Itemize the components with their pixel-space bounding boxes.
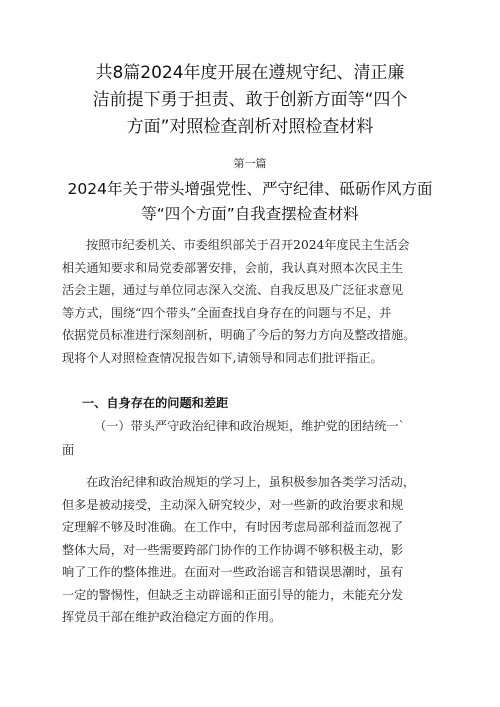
paragraph-line: 挥党员干部在维护政治稳定方面的作用。	[62, 610, 282, 624]
sub-title-line: 等“四个方面”自我查摆检查材料	[141, 205, 359, 223]
body-paragraph	[62, 471, 442, 629]
document-main-title	[0, 60, 500, 141]
paragraph-line: 定理解不够及时准确。在工作中，有时因考虑局部利益而忽视了	[62, 520, 404, 534]
paragraph-line: 相关通知要求和局党委部署安排，会前，我认真对照本次民主生	[62, 260, 404, 275]
paragraph-line: 整体大局，对一些需要跨部门协作的工作协调不够积极主动，影	[62, 542, 404, 557]
paragraph-line: 在政治纪律和政治规矩的学习上，虽积极参加各类学习活动，	[86, 475, 416, 489]
paragraph-line: 按照市纪委机关、市委组织部关于召开2024年度民主生活会	[86, 238, 410, 252]
paragraph-line: 活会主题，通过与单位同志深入交流、自我反思及广泛征求意见	[62, 283, 404, 297]
section-heading: 一、自身存在的问题和差距	[82, 396, 229, 410]
main-title-line: 共8篇2024年度开展在遵规守纪、清正廉	[95, 63, 405, 83]
subheading-line: （一）带头严守政治纪律和政治规矩，维护党的团结统一`	[94, 419, 405, 433]
paragraph-line: 但多是被动接受，主动深入研究较少，对一些新的政治要求和规	[62, 497, 404, 512]
paragraph-line: 响了工作的整体推进。在面对一些政治谣言和错误思潮时，虽有	[62, 565, 404, 579]
main-title-line: 方面”对照检查剖析对照检查材料	[126, 117, 374, 137]
paragraph-line: 等方式，围绕“四个带头”全面查找自身存在的问题与不足，并	[62, 305, 392, 320]
paragraph-line: 一定的警惕性，但缺乏主动辟谣和正面引导的能力，未能充分发	[62, 587, 404, 602]
document-sub-title	[0, 177, 500, 227]
intro-paragraph	[62, 234, 442, 369]
subheading-line: 面	[62, 443, 75, 457]
paragraph-line: 现将个人对照检查情况报告如下,请领导和同志们批评指正。	[62, 350, 383, 365]
subsection-heading	[62, 414, 442, 462]
main-title-line: 洁前提下勇于担责、敢于创新方面等“四个	[92, 90, 408, 110]
sub-title-line: 2024年关于带头增强党性、严守纪律、砥砺作风方面	[67, 180, 433, 198]
paragraph-line: 依据党员标准进行深刻剖析，明确了今后的努力方向及整改措施。	[62, 328, 416, 342]
section-label: 第一篇	[233, 157, 267, 170]
